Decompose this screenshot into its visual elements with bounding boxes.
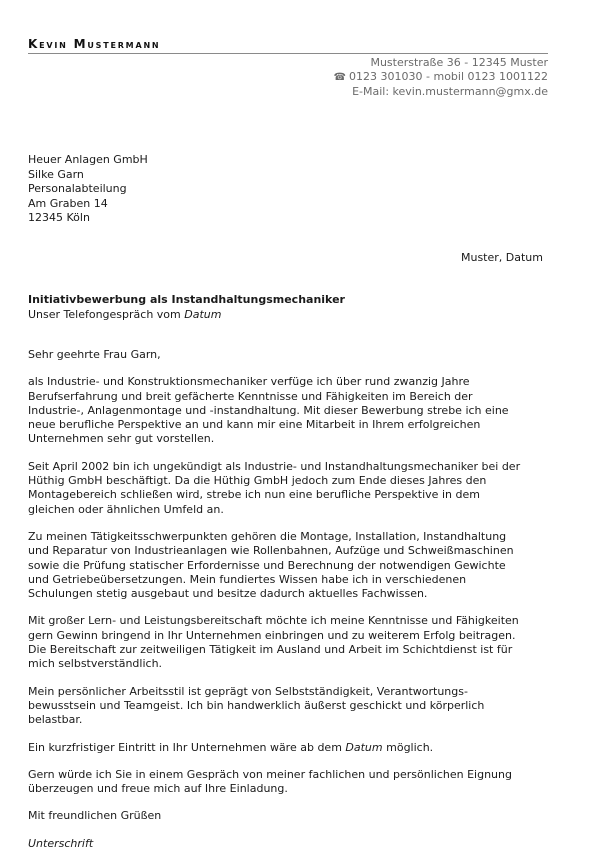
- paragraph-line: Hüthig GmbH beschäftigt. Da die Hüthig GmbH jedoch zum Ende dieses Jahres den: [28, 474, 487, 488]
- sender-phone-line: [334, 70, 548, 85]
- paragraph-5: [28, 685, 558, 728]
- paragraph-line: Montagebereich schließen wird, strebe ich nun eine berufliche Perspektive in dem: [28, 488, 480, 502]
- subject-block: [28, 293, 345, 322]
- closing: Mit freundlichen Grüßen: [28, 809, 162, 823]
- paragraph-2: [28, 460, 558, 517]
- recipient-street: Am Graben 14: [28, 196, 108, 210]
- paragraph-6-date: Datum: [345, 740, 383, 754]
- sender-contact-block: [334, 56, 548, 99]
- recipient-address-block: [28, 153, 148, 226]
- subject-reference-prefix: Unser Telefongespräch vom: [28, 307, 185, 321]
- paragraph-line: Berufserfahrung und breit gefächerte Kenntnisse und Fähigkeiten im Bereich der: [28, 389, 473, 403]
- recipient-person: Silke Garn: [28, 167, 84, 181]
- paragraph-line: Unternehmen sehr gut vorstellen.: [28, 432, 215, 446]
- recipient-company: Heuer Anlagen GmbH: [28, 153, 148, 166]
- paragraph-line: bewusstsein und Teamgeist. Ich bin handwerklich äußerst geschickt und körperlich: [28, 698, 485, 712]
- telephone-icon: ☎: [333, 72, 347, 83]
- paragraph-line: Mein persönlicher Arbeitsstil ist geprägt von Selbstständigkeit, Verantwortungs-: [28, 684, 468, 698]
- paragraph-6-suffix: möglich.: [382, 740, 434, 754]
- paragraph-4: [28, 614, 558, 671]
- recipient-city: 12345 Köln: [28, 211, 90, 224]
- subject-reference: [28, 308, 345, 323]
- paragraph-line: neue berufliche Perspektive an und kann mir eine Mitarbeit in Ihrem erfolgreichen: [28, 418, 481, 432]
- paragraph-line: Seit April 2002 bin ich ungekündigt als Industrie- und Instandhaltungsmechaniker bei der: [28, 459, 521, 473]
- recipient-department: Personalabteilung: [28, 182, 127, 195]
- paragraph-line: und Reparatur von Industrieanlagen wie Rollenbahnen, Aufzüge und Schweißmaschinen: [28, 544, 514, 558]
- paragraph-line: sowie die Prüfung statischer Erfordernisse und Berechnung der notwendigen Gewichte: [28, 558, 506, 572]
- paragraph-3: [28, 530, 558, 601]
- sender-email: E-Mail: kevin.mustermann@gmx.de: [352, 85, 548, 98]
- paragraph-line: Die Bereitschaft zur zeitweiligen Tätigkeit im Ausland und Arbeit im Schichtdienst ist für: [28, 643, 513, 657]
- signature-placeholder: [28, 837, 558, 851]
- signature-text: Unterschrift: [28, 836, 94, 850]
- paragraph-line: Schulungen stetig ausgebaut und besitze dadurch aktuelles Fachwissen.: [28, 587, 428, 601]
- paragraph-line: belastbar.: [28, 713, 83, 727]
- paragraph-1: [28, 375, 558, 446]
- paragraph-6: [28, 741, 558, 755]
- place-date: Muster, Datum: [460, 251, 543, 264]
- header-divider: [28, 53, 548, 54]
- paragraph-line: gleichen oder ähnlichen Umfeld an.: [28, 502, 224, 516]
- paragraph-6-prefix: Ein kurzfristiger Eintritt in Ihr Unternehmen wäre ab dem: [28, 740, 346, 754]
- paragraph-line: überzeugen und freue mich auf Ihre Einladung.: [28, 782, 288, 796]
- letter-body: [28, 348, 558, 864]
- paragraph-line: als Industrie- und Konstruktionsmechaniker verfüge ich über rund zwanzig Jahre: [28, 375, 470, 389]
- paragraph-line: Gern würde ich Sie in einem Gespräch von meiner fachlichen und persönlichen Eignung: [28, 767, 512, 781]
- paragraph-line: Mit großer Lern- und Leistungsbereitschaft möchte ich meine Kenntnisse und Fähigkeiten: [28, 614, 519, 628]
- subject-title: Initiativbewerbung als Instandhaltungsmechaniker: [28, 293, 345, 306]
- paragraph-line: mich selbstverständlich.: [28, 657, 163, 671]
- paragraph-line: Zu meinen Tätigkeitsschwerpunkten gehören die Montage, Installation, Instandhaltung: [28, 529, 507, 543]
- paragraph-line: Industrie-, Anlagenmontage und -instandhaltung. Mit dieser Bewerbung strebe ich eine: [28, 403, 509, 417]
- subject-reference-date: Datum: [184, 307, 222, 321]
- sender-phone: 0123 301030 - mobil 0123 1001122: [349, 70, 548, 83]
- paragraph-7: [28, 768, 558, 797]
- paragraph-line: gern Gewinn bringend in Ihr Unternehmen einbringen und zu weiterem Erfolg beitragen.: [28, 628, 516, 642]
- paragraph-line: und Getriebeübersetzungen. Mein fundiertes Wissen habe ich in verschiedenen: [28, 572, 467, 586]
- sender-name: Kevin Mustermann: [28, 37, 161, 51]
- sender-address: Musterstraße 36 - 12345 Muster: [370, 56, 548, 69]
- salutation: Sehr geehrte Frau Garn,: [28, 348, 161, 361]
